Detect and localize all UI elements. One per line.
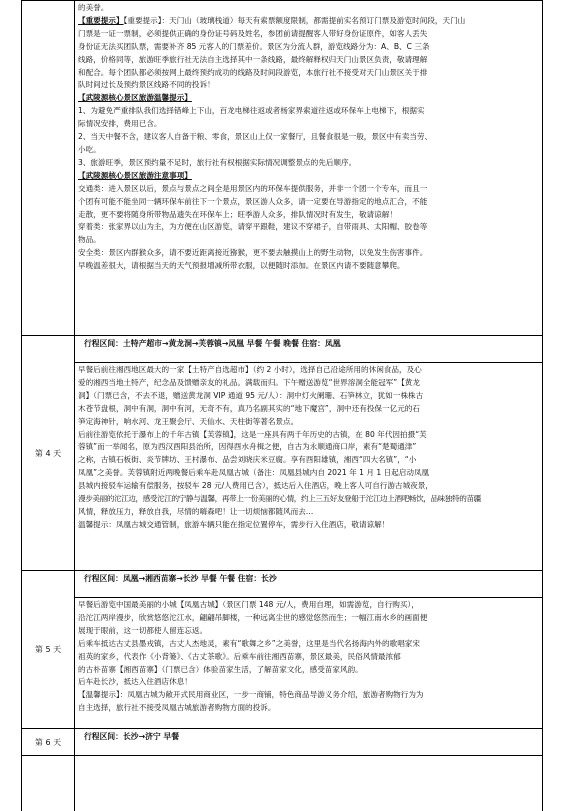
day4-line: 蓉镇”而一举闻名，原为西汉酉阳县治所，因得酉水舟楫之便，自古为永顺通商口岸，素有“楚蜀通津” [78, 442, 417, 452]
day3-line: 身份证无法买团队票，需要补齐 85 元客人的门票差价。景区为分流人群，游览线路分为：A、B、C 三条 [78, 41, 430, 51]
day4-route-header: 行程区间：土特产超市→黄龙洞→芙蓉镇→凤凰 早餐 午餐 晚餐 住宿：凤凰 [84, 339, 341, 348]
day3-line: 安全类：景区内群猴众多，请不要近距离接近猕猴，更不要去触摸山上的野生动物，以免发生伤害事件。 [78, 248, 428, 258]
day3-line: 走散，更不要将随身所带物品遗失在环保车上；旺季游人众多，排队情况时有发生，敬请谅解！ [78, 209, 397, 219]
day4-label: 第 4 天 [22, 336, 75, 571]
day6-content-cell [75, 756, 543, 811]
day4-line: 之称，古镇石板街、炎节牌坊、王村瀑布、品尝刘晓庆米豆腐。享有酉阳雄镇，湘西“四大名镇”，“小 [78, 455, 417, 465]
day5-line: 早餐后游览中国最美丽的小城【凤凰古城】（景区门票 148 元/人，费用自理，如需游览，自行购买）， [78, 600, 419, 609]
day6-header-cell [75, 729, 543, 756]
day3-line: 3、旅游旺季，景区预约量不足时，旅行社有权根据实际情况调整景点的先后顺序。 [78, 157, 357, 167]
day3-line: 1、为避免严重排队我们选择错峰上下山，百龙电梯往返或者杨家界索道往返或环保车上电梯下，根据实 [78, 106, 425, 116]
day3-line: 际情况安排，费用已含。 [78, 119, 162, 129]
day3-line: 物品。 [78, 235, 101, 245]
day3-content-cell [75, 1, 543, 336]
day5-route-header: 行程区间：凤凰→湘西苗寨→长沙 早餐 午餐 住宿：长沙 [84, 574, 277, 583]
wly-notes-heading: 【武陵源核心景区旅游注意事项】 [78, 170, 192, 180]
day6-route-header: 行程区间：长沙→济宁 早餐 [84, 732, 180, 741]
day6-label-spacer [22, 756, 75, 811]
day5-line: 后乘车抵达古丈县墨戎镇，古丈人杰地灵，素有“歌舞之乡”之美誉，这里是当代名扬海内外的歌唱家宋 [78, 638, 420, 648]
itinerary-table [21, 0, 543, 811]
day5-line: 自主选择，旅行社不接受凤凰古城旅游者购物方面的投诉。 [78, 703, 276, 713]
day3-line: 交通类：进入景区以后，景点与景点之间全是用景区内的环保车提供服务，并非一个团一个专车，而且一 [78, 183, 428, 193]
day4-content-cell [75, 363, 543, 571]
day5-content-cell [75, 598, 543, 729]
day4-line: 漫步美丽的沱江边，感受沱江的宁静与温馨，再带上一份美丽的心情，约上三五好友登船于沱江边上酒吧畅饮，品味独特的苗疆 [78, 494, 481, 504]
day5-line: 沿沱江两岸漫步，欣赏悠悠沱江水，翩翩吊脚楼，一种远离尘世的感觉悠然而生；一幅江南水乡的画面便 [78, 612, 428, 622]
day3-line: 小吃。 [78, 144, 101, 154]
day5-line: 祖英的家乡，代表作《小背篓》、《古丈茶歌》。后乘车前往湘西苗寨，景区最美，民俗风情最浓郁 [78, 651, 401, 661]
day3-line: 穿着类：张家界以山为主，为方便在山区游览，请穿平跟鞋，建议不穿裙子，自带雨具、太阳帽、胶卷等 [78, 222, 428, 232]
day4-line: 凤凰”之美誉。芙蓉镇附近两晚餐后乘车赴凤凰古城（备注：凤凰县城内自 2021 年 1 月 1 日起启动凤凰 [78, 468, 430, 478]
wly-tips-heading: 【武陵源核心景区旅游温馨提示】 [78, 93, 192, 103]
day3-line: 的美誉。 [78, 3, 109, 12]
day3-line: 【重要提示】【重要提示】：天门山（玻璃栈道）每天有索票额度限制，都需提前实名预订门票及游览时间段，天门山 [78, 15, 466, 25]
day5-line: 展现于眼前，这一切都使人留连忘返。 [78, 625, 208, 635]
day4-line: 风情，释放压力，释放自我，尽情的嗨森吧！让一切烦恼都随风而去… [78, 506, 314, 516]
day5-line: 【温馨提示】：凤凰古城为敞开式民用商业区，一步一商铺，特色商品导游义务介绍，旅游者购物行为为 [78, 690, 424, 700]
day3-label-cell [22, 1, 75, 336]
day4-header-cell [75, 336, 543, 363]
day4-line: 爱的湘西当地土特产，纪念品及馈赠亲友的礼品。满载而归。下午赠送游览“世界溶洞全能冠军”【黄龙 [78, 377, 420, 387]
day4-line: 后前往游览依托于瀑布上的千年古镇【芙蓉镇】，这是一座具有两千年历史的古镇，在 80 年代因拍摄“芙 [78, 429, 427, 439]
day4-line: 洞】（门票已含，不去不退，赠送黄龙洞 VIP 通道 95 元/人）：洞中灯火阑珊、石笋林立，犹如一株株古 [78, 390, 424, 400]
day6-label: 第 6 天 [22, 729, 75, 756]
day4-line: 木苍节盘根，洞中有洞，洞中有河，无奇不有，真乃名副其实的“地下魔宫”，洞中还有投保一亿元的石 [78, 403, 420, 413]
day4-line: 县城内接驳车运输有偿服务，按驳车 28 元/人费用已含），抵达后入住酒店，晚上客人可自行游古城夜景， [78, 481, 433, 491]
day3-line: 队时间过长及预约景区线路不同的投诉！ [78, 80, 215, 90]
day3-line: 个团有可能不能坐同一辆环保车前往下一个景点，景区游人众多，请一定要在导游指定的地点汇合，不能 [78, 196, 428, 206]
day3-line: 2、当天中餐不含，建议客人自备干粮、零食，景区山上仅一家餐厅，且餐食很是一般，景区中有卖当劳、 [78, 132, 433, 142]
day5-header-cell [75, 571, 543, 598]
day3-line: 门票是一证一票制，必须提供正确的身份证号码及姓名，参团前请提醒客人带好身份证原件，如客人丢失 [78, 28, 428, 38]
day5-line: 后车赴长沙，抵达入住酒店休息！ [78, 677, 192, 687]
day5-line: 的古朴苗寨【湘西苗寨】（门票已含）体验苗家生活，了解苗家文化，感受苗家风韵。 [78, 664, 363, 674]
day5-label: 第 5 天 [22, 571, 75, 729]
day4-line: 早餐后前往湘西地区最大的一家【土特产自选超市】（约 2 小时），选择自己沿途所用的休闲食品，及心 [78, 365, 422, 374]
day4-line: 笋定海神针，响水河、龙王聚会厅、天仙水、天柱街等著名景点。 [78, 416, 299, 426]
day3-line: 线路，价格同等，旅游旺季旅行社无法自主选择其中一条线路，最终解释权归天门山景区负责，敬请理解 [78, 54, 428, 64]
day3-line: 早晚温差很大，请根据当天的天气预报增减所带衣服，以便随时添加。在景区内请不要随意攀爬。 [78, 261, 405, 271]
day3-line: 和配合。每个团队都必须按网上最终预约成功的线路及时间段游览，本旅行社不接受对天门山景区关于排 [78, 67, 428, 77]
day4-line: 温馨提示：凤凰古城交通管制，旅游车辆只能在指定位置停车，需步行入住酒店，敬请谅解！ [78, 519, 390, 529]
